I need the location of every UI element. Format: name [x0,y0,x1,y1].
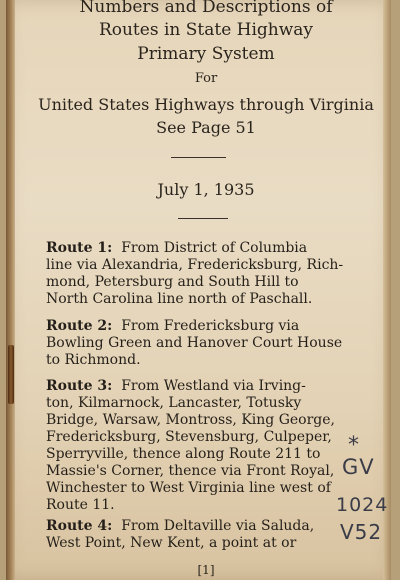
route-label: Route 2: [46,318,113,334]
route-first-line [46,240,307,256]
handwritten-note: 1024 [336,494,389,516]
staple [8,380,14,404]
route-first-line [46,378,306,394]
route-text: Massie's Corner, thence via Front Royal, [46,463,335,479]
route-text: West Point, New Kent, a point at or [46,535,297,551]
page-number: [1] [197,563,215,577]
route-text: mond, Petersburg and South Hill to [46,274,299,290]
route-text: ton, Kilmarnock, Lancaster, Totusky [46,395,302,411]
route-text: From District of Columbia [121,240,308,256]
route-first-line [46,518,314,534]
handwritten-note: GV [342,455,375,479]
subtitle-line-1: United States Highways through Virginia [38,95,374,114]
route-label: Route 1: [46,240,113,256]
divider-rule [171,157,226,158]
route-text: line via Alexandria, Fredericksburg, Rich- [46,257,344,273]
for-label: For [194,71,218,86]
route-text: North Carolina line north of Paschall. [46,291,313,307]
title-line-2: Routes in State Highway [98,20,314,40]
route-text: From Westland via Irving- [121,378,306,394]
title-line-3: Primary System [137,44,275,64]
route-text: Bridge, Warsaw, Montross, King George, [46,412,335,428]
route-first-line [46,318,299,334]
title-line-1: Numbers and Descriptions of [79,0,333,17]
route-text: From Deltaville via Saluda, [121,518,315,534]
page-edge [383,0,391,580]
divider-rule [178,218,228,219]
route-text: Bowling Green and Hanover Court House [46,335,343,351]
route-label: Route 4: [46,518,113,534]
handwritten-mark: * [348,433,360,458]
route-text: Route 11. [46,497,115,513]
route-text: to Richmond. [46,352,141,368]
subtitle-line-2: See Page 51 [156,118,256,137]
route-text: Winchester to West Virginia line west of [46,480,331,496]
route-text: Sperryville, thence along Route 211 to [46,446,321,462]
handwritten-note: V52 [340,520,383,544]
route-text: From Fredericksburg via [121,318,300,334]
route-text: Fredericksburg, Stevensburg, Culpeper, [46,429,332,445]
document-page [6,0,391,580]
publication-date: July 1, 1935 [157,180,255,199]
binding-spine [6,0,15,580]
route-label: Route 3: [46,378,113,394]
